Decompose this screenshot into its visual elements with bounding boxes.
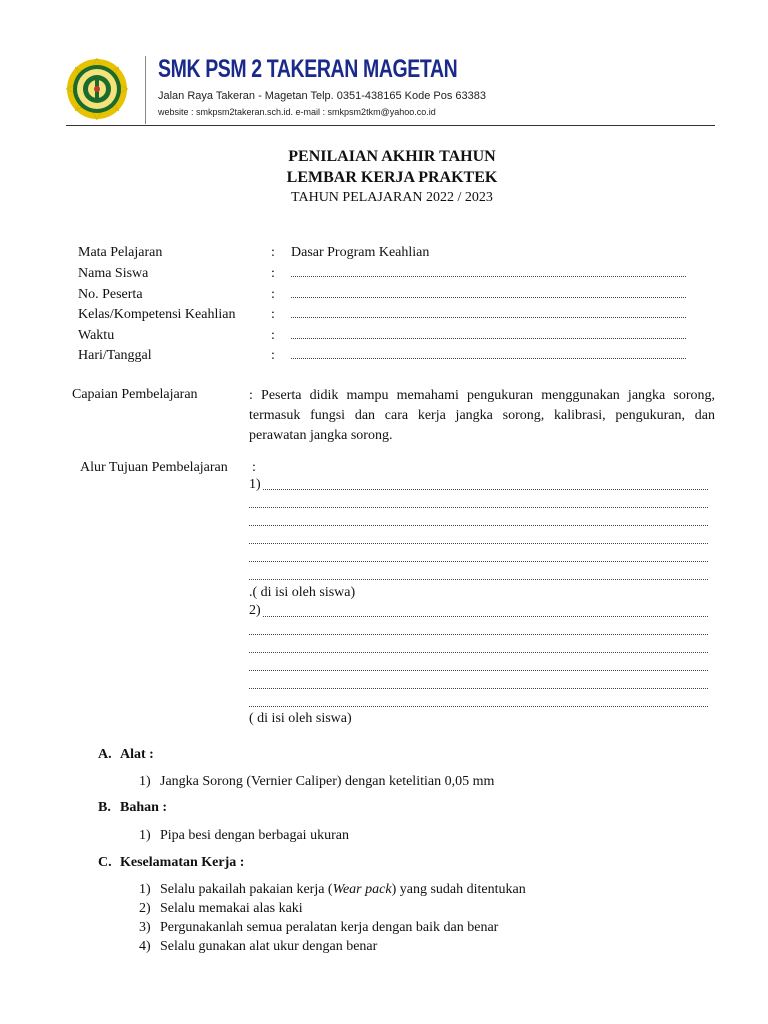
waktu-field[interactable] (291, 338, 686, 339)
keselamatan-item-number-4: 4) (139, 939, 151, 954)
section-letter-a: A. (98, 747, 112, 762)
title-line-1: PENILAIAN AKHIR TAHUN (288, 148, 496, 165)
alur-answer-line[interactable] (249, 543, 708, 544)
wear-pack-term: Wear pack (332, 882, 392, 897)
keselamatan-item-number-3: 3) (139, 920, 151, 935)
section-title-bahan: Bahan : (120, 800, 168, 815)
no-peserta-field[interactable] (291, 297, 686, 298)
school-website: website : smkpsm2takeran.sch.id. e-mail : smkpsm2tkm@yahoo.co.id (158, 107, 436, 117)
keselamatan-item-text-1: Selalu pakailah pakaian kerja (Wear pack) yang sudah ditentukan (160, 882, 526, 897)
hari-tanggal-field[interactable] (291, 358, 686, 359)
alat-item-text: Jangka Sorong (Vernier Caliper) dengan ketelitian 0,05 mm (160, 774, 495, 789)
alur-answer-line[interactable] (249, 507, 708, 508)
alur-answer-line[interactable] (249, 706, 708, 707)
keselamatan-item-text-4: Selalu gunakan alat ukur dengan benar (160, 939, 378, 954)
info-label-waktu: Waktu (78, 328, 115, 343)
capaian-label: Capaian Pembelajaran (72, 387, 198, 402)
alur-answer-line[interactable] (249, 634, 708, 635)
keselamatan-item-number-2: 2) (139, 901, 151, 916)
alur-colon: : (252, 460, 256, 475)
info-colon: : (271, 328, 275, 343)
section-title-keselamatan: Keselamatan Kerja : (120, 855, 245, 870)
alur-answer-line[interactable] (249, 616, 708, 617)
alur-note-2: ( di isi oleh siswa) (249, 711, 352, 726)
keselamatan-item-text-2: Selalu memakai alas kaki (160, 901, 303, 916)
kelas-field[interactable] (291, 317, 686, 318)
alur-item-number-1: 1) (249, 477, 261, 492)
keselamatan-item-text-3: Pergunakanlah semua peralatan kerja dengan baik dan benar (160, 920, 499, 935)
section-title-alat: Alat : (120, 747, 154, 762)
alur-label: Alur Tujuan Pembelajaran (80, 460, 228, 475)
alur-answer-line[interactable] (249, 652, 708, 653)
section-letter-c: C. (98, 855, 112, 870)
school-name: SMK PSM 2 TAKERAN MAGETAN (158, 55, 458, 83)
info-label-kelas: Kelas/Kompetensi Keahlian (78, 307, 236, 322)
info-label-no-peserta: No. Peserta (78, 287, 143, 302)
section-letter-b: B. (98, 800, 111, 815)
info-colon: : (271, 245, 275, 260)
school-crest-icon (66, 58, 128, 120)
info-colon: : (271, 287, 275, 302)
school-address: Jalan Raya Takeran - Magetan Telp. 0351-438165 Kode Pos 63383 (158, 90, 486, 102)
nama-siswa-field[interactable] (291, 276, 686, 277)
alur-answer-line[interactable] (249, 579, 708, 580)
alur-answer-line[interactable] (249, 489, 708, 490)
info-label-hari-tanggal: Hari/Tanggal (78, 348, 152, 363)
alur-answer-line[interactable] (249, 525, 708, 526)
title-line-2: LEMBAR KERJA PRAKTEK (286, 169, 498, 186)
header-rule (66, 125, 715, 126)
capaian-text: : Peserta didik mampu memahami pengukuran menggunakan jangka sorong, termasuk fungsi dan cara kerja jangka sorong, kalibrasi, pengukuran, dan perawatan jangka sorong. (249, 388, 715, 443)
header-divider (145, 56, 146, 124)
info-colon: : (271, 307, 275, 322)
info-label-mata-pelajaran: Mata Pelajaran (78, 245, 163, 260)
alur-answer-line[interactable] (249, 561, 708, 562)
title-line-3: TAHUN PELAJARAN 2022 / 2023 (291, 190, 493, 205)
info-colon: : (271, 348, 275, 363)
alur-note-1: .( di isi oleh siswa) (249, 585, 356, 600)
bahan-item-text: Pipa besi dengan berbagai ukuran (160, 828, 349, 843)
info-label-nama-siswa: Nama Siswa (78, 266, 149, 281)
info-value-mata-pelajaran: Dasar Program Keahlian (291, 245, 430, 260)
alur-answer-line[interactable] (249, 688, 708, 689)
alur-item-number-2: 2) (249, 603, 261, 618)
alur-answer-line[interactable] (249, 670, 708, 671)
bahan-item-number: 1) (139, 828, 151, 843)
info-colon: : (271, 266, 275, 281)
keselamatan-item-number-1: 1) (139, 882, 151, 897)
alat-item-number: 1) (139, 774, 151, 789)
